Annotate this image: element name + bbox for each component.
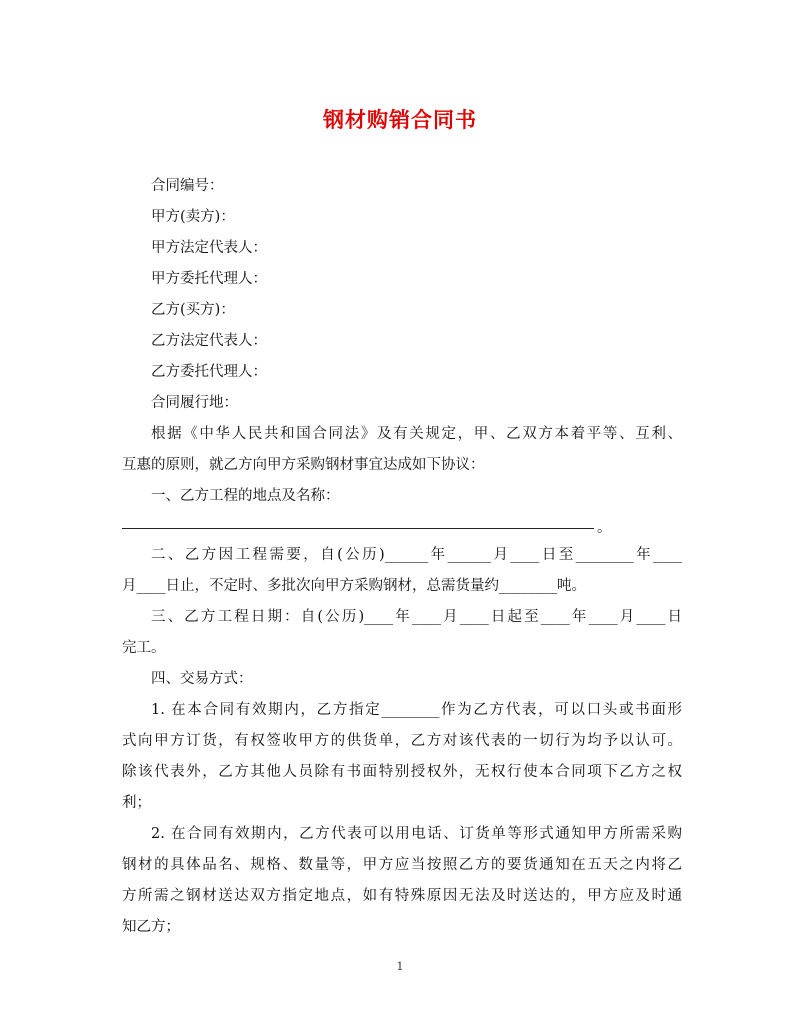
- clause-3-line-2: 完工。: [122, 640, 166, 656]
- field-party-a-agent: 甲方委托代理人：: [151, 271, 267, 287]
- clause-4-item-1-line-3: 除该代表外，乙方其他人员除有书面特别授权外，无权行使本合同项下乙方之权: [122, 764, 682, 780]
- clause-1-period: 。: [597, 520, 612, 536]
- clause-4-item-2-line-1: 2. 在合同有效期内，乙方代表可以用电话、订货单等形式通知甲方所需采购: [151, 826, 682, 842]
- field-performance-place: 合同履行地：: [151, 395, 238, 411]
- clause-4-item-2-line-3: 方所需之钢材送达双方指定地点，如有特殊原因无法及时送达的，甲方应及时通: [122, 888, 682, 904]
- field-party-b-agent: 乙方委托代理人：: [151, 364, 267, 380]
- clause-4-item-1-line-1: 1. 在本合同有效期内，乙方指定________作为乙方代表，可以口头或书面形: [151, 702, 682, 718]
- field-party-a-seller: 甲方(卖方)：: [151, 209, 235, 225]
- document-title: 钢材购销合同书: [323, 107, 477, 132]
- clause-4-item-1-line-2: 式向甲方订货，有权签收甲方的供货单，乙方对该代表的一切行为均予以认可。: [122, 733, 682, 749]
- field-party-b-buyer: 乙方(买方)：: [151, 302, 235, 318]
- preamble-line-1: 根据《中华人民共和国合同法》及有关规定，甲、乙双方本着平等、互利、: [151, 426, 682, 442]
- page-number: 1: [396, 960, 404, 973]
- clause-2-line-1: 二、乙方因工程需要，自(公历)______年______月____日至________年____: [151, 547, 682, 563]
- clause-1-heading: 一、乙方工程的地点及名称：: [151, 488, 340, 504]
- clause-1-blank-line: [122, 528, 594, 529]
- clause-4-item-2-line-2: 钢材的具体品名、规格、数量等，甲方应当按照乙方的要货通知在五天之内将乙: [122, 857, 682, 873]
- clause-4-item-1-line-4: 利；: [122, 795, 151, 811]
- field-contract-number: 合同编号：: [151, 178, 224, 194]
- clause-3-line-1: 三、乙方工程日期：自(公历)____年____月____日起至____年____月____日: [151, 609, 682, 625]
- field-party-b-legal-rep: 乙方法定代表人：: [151, 333, 267, 349]
- clause-2-line-2: 月____日止，不定时、多批次向甲方采购钢材，总需货量约________吨。: [122, 578, 586, 594]
- field-party-a-legal-rep: 甲方法定代表人：: [151, 240, 267, 256]
- preamble-line-2: 互惠的原则，就乙方向甲方采购钢材事宜达成如下协议：: [122, 457, 485, 473]
- clause-4-heading: 四、交易方式：: [151, 671, 253, 687]
- clause-4-item-2-line-4: 知乙方；: [122, 919, 180, 935]
